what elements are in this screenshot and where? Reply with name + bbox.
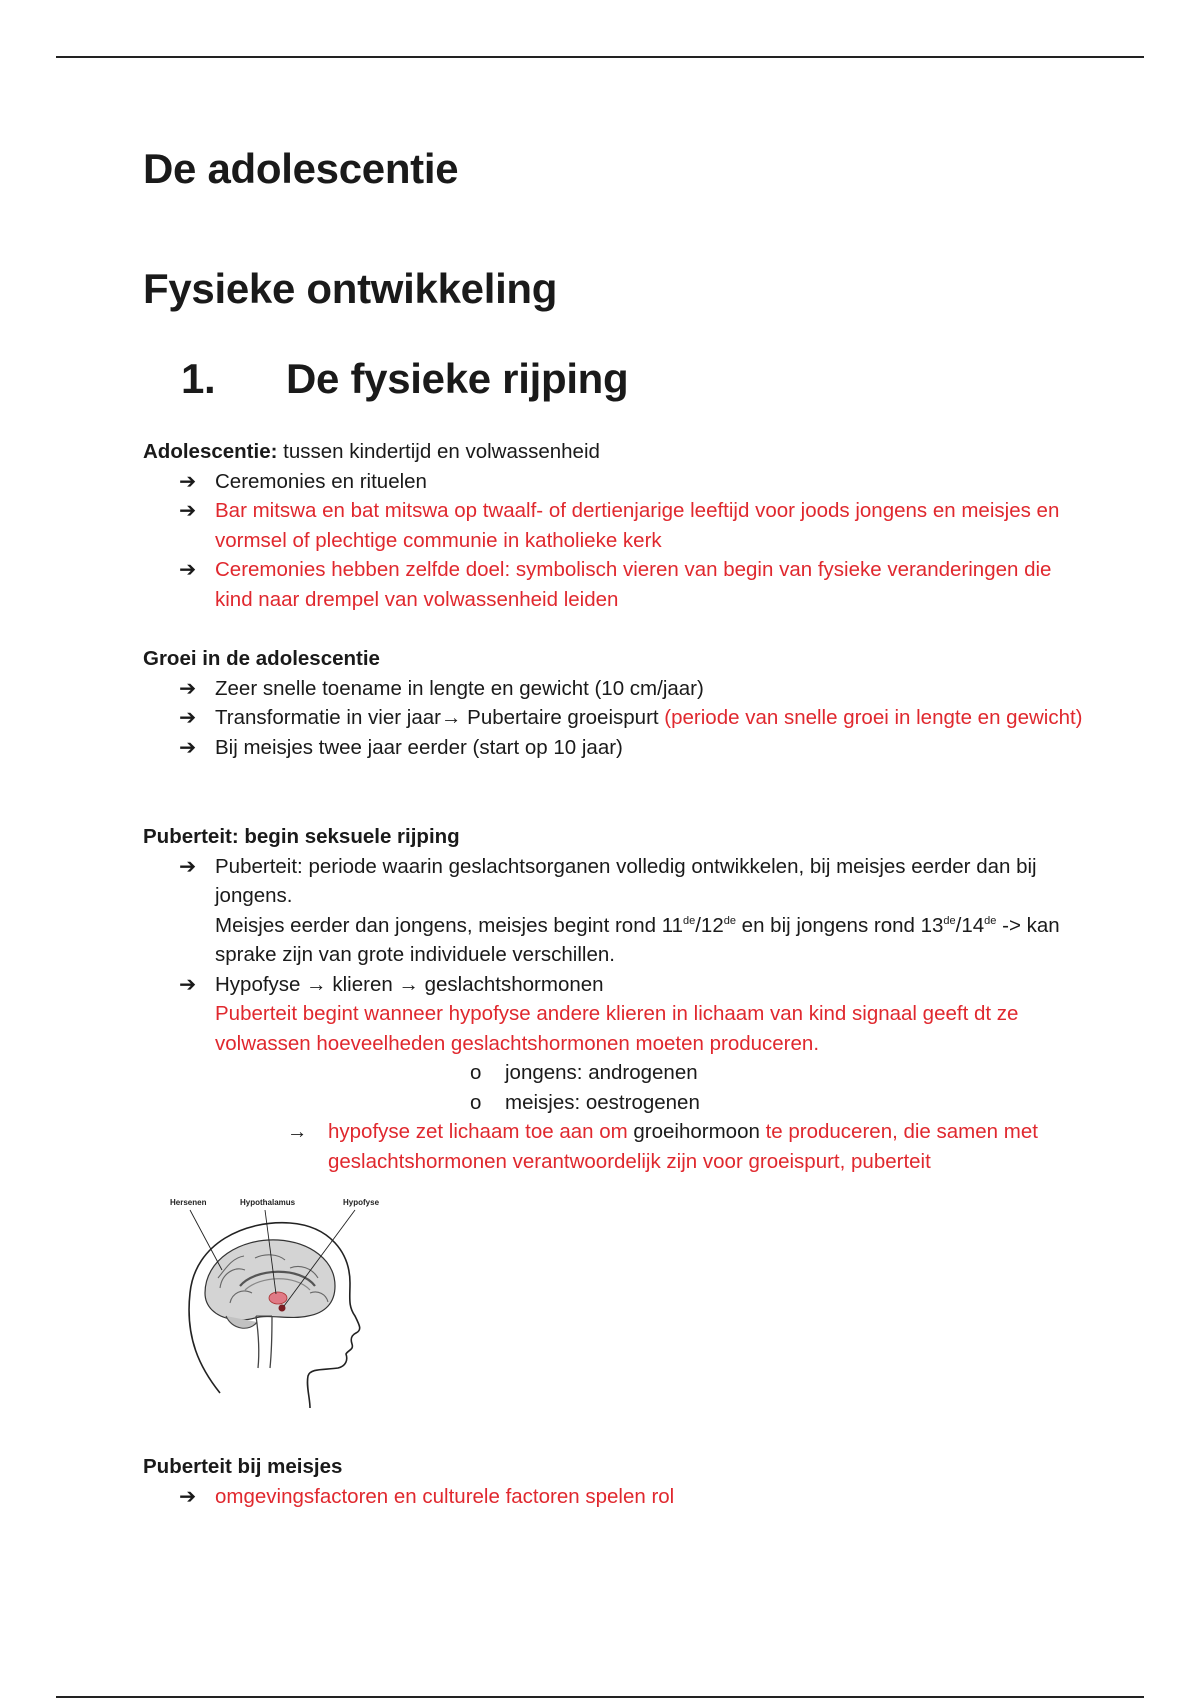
text-fragment: te produceren, die samen met geslachtshormonen verantwoordelijk zijn voor groeispurt, puberteit (328, 1120, 1038, 1173)
superscript: de (682, 914, 696, 927)
brain-head-illustration (160, 1198, 410, 1413)
list-item-text: Zeer snelle toename in lengte en gewicht (10 cm/jaar) (215, 676, 704, 700)
text-fragment: /12 (695, 913, 724, 937)
inline-arrow-icon: → (306, 972, 327, 996)
list-item (143, 467, 1083, 497)
figure-label: Hersenen (170, 1198, 207, 1207)
superscript: de (984, 914, 997, 927)
list-item (143, 733, 1083, 763)
list-item-text: Pubertaire groeispurt (461, 706, 665, 729)
figure-label: Hypothalamus (240, 1198, 296, 1207)
list-item-text (215, 970, 1083, 1000)
adolescentie-lead (143, 437, 1083, 467)
list-item-note: Puberteit begint wanneer hypofyse andere klieren in lichaam van kind signaal geeft dt ze volwassen hoeveelheden geslachtshormonen moeten produceren. (215, 1002, 1019, 1055)
groei-heading: Groei in de adolescentie (143, 647, 380, 670)
text-fragment: groeihormoon (633, 1120, 760, 1143)
list-item-text: Puberteit: periode waarin geslachtsorganen volledig ontwikkelen, bij meisjes eerder dan bij jongens. (215, 854, 1037, 907)
figure-label: Hypofyse (343, 1198, 380, 1207)
list-item-text: Ceremonies hebben zelfde doel: symbolisch vieren van begin van fysieke veranderingen die kind naar drempel van volwassenheid leiden (215, 558, 1052, 611)
brain-diagram (160, 1198, 410, 1413)
list-item-text (215, 911, 1083, 970)
list-item (143, 1482, 1083, 1512)
text-fragment: /14 (955, 913, 985, 937)
meisjes-heading: Puberteit bij meisjes (143, 1455, 343, 1478)
arrow-icon: ➔ (179, 706, 197, 729)
arrow-icon: ➔ (179, 972, 197, 996)
arrow-icon: ➔ (179, 469, 197, 493)
hormone-list (143, 1058, 1083, 1117)
inline-arrow-icon: → (440, 706, 462, 729)
section-heading: Fysieke ontwikkeling (143, 265, 558, 312)
adolescentie-list (143, 467, 1083, 615)
arrow-icon: ➔ (179, 676, 197, 700)
arrow-icon: ➔ (179, 854, 197, 878)
list-item (143, 703, 1083, 733)
top-rule (56, 56, 1144, 58)
text-fragment: en bij jongens rond 13 (735, 913, 944, 937)
arrow-icon: ➔ (179, 499, 197, 522)
list-item-text: meisjes: oestrogenen (505, 1090, 700, 1114)
growth-hormone-note (143, 1117, 1083, 1176)
adolescentie-block (143, 437, 1083, 614)
inline-arrow-icon: → (398, 972, 419, 996)
subsection-title: De fysieke rijping (286, 355, 629, 402)
groei-block (143, 644, 1083, 762)
list-item-text: omgevingsfactoren en culturele factoren spelen rol (215, 1484, 675, 1508)
list-item (143, 1088, 1083, 1118)
superscript: de (943, 914, 956, 927)
puberteit-heading: Puberteit: begin seksuele rijping (143, 825, 460, 848)
subsection-heading (181, 355, 628, 403)
subsection-number: 1. (181, 355, 216, 402)
superscript: de (723, 914, 736, 927)
adolescentie-definition: tussen kindertijd en volwassenheid (277, 440, 600, 463)
puberteit-block (143, 822, 1083, 1176)
text-fragment: Meisjes eerder dan jongens, meisjes begint rond 11 (215, 913, 683, 937)
list-item-note: (periode van snelle groei in lengte en gewicht) (664, 706, 1083, 729)
groei-list (143, 674, 1083, 763)
adolescentie-term: Adolescentie: (143, 440, 278, 463)
text-fragment: klieren (326, 972, 399, 996)
page-title: De adolescentie (143, 145, 459, 192)
meisjes-list (143, 1482, 1083, 1512)
arrow-icon: ➔ (179, 735, 197, 759)
list-item (143, 970, 1083, 1059)
arrow-icon: ➔ (179, 1484, 197, 1508)
text-fragment: hypofyse zet lichaam toe aan om (328, 1120, 634, 1143)
list-item-text: Ceremonies en rituelen (215, 469, 427, 493)
list-item-text: Bar mitswa en bat mitswa op twaalf- of dertienjarige leeftijd voor joods jongens en meisjes en vormsel of plechtige communie in katholieke kerk (215, 499, 1060, 552)
list-item (143, 852, 1083, 970)
list-item (143, 674, 1083, 704)
arrow-icon: ➔ (179, 558, 197, 581)
list-item (143, 1058, 1083, 1088)
puberteit-list (143, 852, 1083, 1059)
text-fragment: Hypofyse (215, 972, 307, 996)
list-item-text: Transformatie in vier jaar (215, 706, 441, 729)
circle-bullet-icon: o (470, 1090, 482, 1114)
arrow-icon: → (287, 1120, 308, 1143)
meisjes-block (143, 1452, 1083, 1511)
list-item-text: jongens: androgenen (505, 1061, 698, 1084)
bottom-rule (56, 1696, 1144, 1698)
list-item-text: Bij meisjes twee jaar eerder (start op 10 jaar) (215, 735, 623, 759)
text-fragment: -> kan sprake zijn van grote individuele verschillen. (215, 913, 1060, 966)
list-item (143, 496, 1083, 555)
list-item (143, 555, 1083, 614)
circle-bullet-icon: o (470, 1061, 482, 1084)
text-fragment: geslachtshormonen (418, 972, 604, 996)
